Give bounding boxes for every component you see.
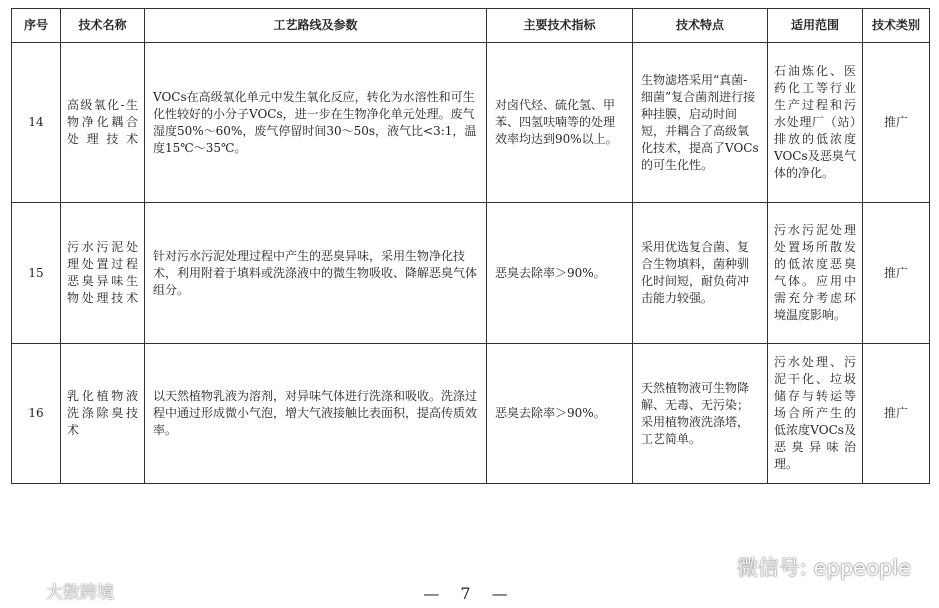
row-index: 15 — [12, 203, 61, 344]
col-header-route: 工艺路线及参数 — [145, 9, 487, 43]
tech-category: 推广 — [863, 203, 930, 344]
table-row — [12, 203, 930, 344]
brand-logo-icon — [6, 581, 42, 601]
page-number: — 7 — — [423, 584, 516, 603]
corner-watermark — [6, 578, 114, 603]
row-index: 16 — [12, 344, 61, 484]
main-metric: 恶臭去除率＞90%。 — [487, 203, 633, 344]
tech-feature: 采用优选复合菌、复合生物填料，菌种驯化时间短，耐负荷冲击能力较强。 — [633, 203, 768, 344]
tech-category: 推广 — [863, 344, 930, 484]
application-scope: 污水处理、污泥干化、垃圾储存与转运等场合所产生的低浓度VOCs及恶臭异味治理。 — [768, 344, 863, 484]
row-index: 14 — [12, 43, 61, 203]
col-header-scope: 适用范围 — [768, 9, 863, 43]
process-route: VOCs在高级氧化单元中发生氧化反应，转化为水溶性和可生化性较好的小分子VOCs，进一步在生物净化单元处理。废气湿度50%～60%，废气停留时间30～50s，液气比<3:1，温度15℃～35℃。 — [145, 43, 487, 203]
tech-name: 污水污泥处理处置过程恶臭异味生物处理技术 — [61, 203, 145, 344]
tech-name: 高级氧化-生物净化耦合处理技术 — [61, 43, 145, 203]
process-route: 针对污水污泥处理过程中产生的恶臭异味，采用生物净化技术，利用附着于填料或洗涤液中的微生物吸收、降解恶臭气体组分。 — [145, 203, 487, 344]
col-header-feature: 技术特点 — [633, 9, 768, 43]
col-header-metric: 主要技术指标 — [487, 9, 633, 43]
col-header-index: 序号 — [12, 9, 61, 43]
tech-name: 乳化植物液洗涤除臭技术 — [61, 344, 145, 484]
corner-watermark-text: 大数跨境 — [46, 583, 114, 603]
header-row — [12, 9, 930, 43]
technology-table — [11, 8, 930, 484]
tech-feature: 生物滤塔采用“真菌-细菌”复合菌剂进行接种挂膜，启动时间短，并耦合了高级氧化技术，提高了VOCs的可生化性。 — [633, 43, 768, 203]
tech-category: 推广 — [863, 43, 930, 203]
col-header-name: 技术名称 — [61, 9, 145, 43]
wechat-icon — [699, 556, 729, 578]
col-header-category: 技术类别 — [863, 9, 930, 43]
application-scope: 石油炼化、医药化工等行业生产过程和污水处理厂（站）排放的低浓度VOCs及恶臭气体的净化。 — [768, 43, 863, 203]
main-metric: 恶臭去除率＞90%。 — [487, 344, 633, 484]
wechat-id: 微信号: eppeople — [736, 556, 911, 580]
table-row — [12, 43, 930, 203]
process-route: 以天然植物乳液为溶剂，对异味气体进行洗涤和吸收。洗涤过程中通过形成微小气泡，增大气液接触比表面积，提高传质效率。 — [145, 344, 487, 484]
application-scope: 污水污泥处理处置场所散发的低浓度恶臭气体。应用中需充分考虑环境温度影响。 — [768, 203, 863, 344]
wechat-watermark — [699, 552, 911, 582]
tech-feature: 天然植物液可生物降解、无毒、无污染；采用植物液洗涤塔，工艺简单。 — [633, 344, 768, 484]
table-row — [12, 344, 930, 484]
main-metric: 对卤代烃、硫化氢、甲苯、四氢呋喃等的处理效率均达到90%以上。 — [487, 43, 633, 203]
